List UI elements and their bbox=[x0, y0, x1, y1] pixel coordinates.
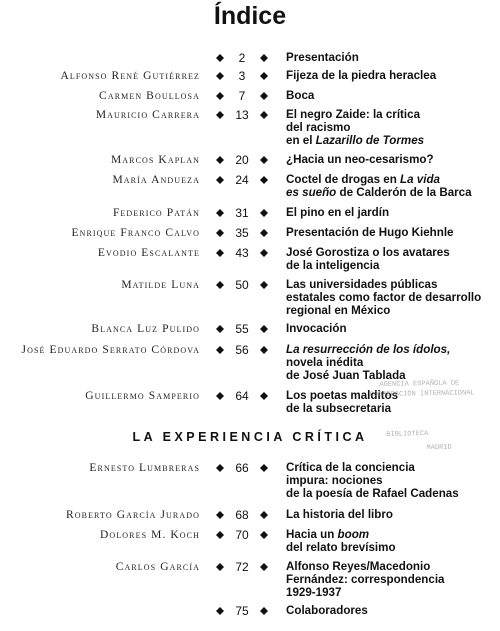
title-segment: en el bbox=[286, 134, 316, 147]
entry-page-number: 2 bbox=[238, 51, 246, 65]
entry-title-line bbox=[286, 291, 498, 304]
entry-title-line bbox=[286, 226, 498, 239]
entry-title-line bbox=[286, 51, 498, 64]
title-segment: es sueño bbox=[286, 186, 337, 199]
entry-title-line bbox=[286, 343, 498, 356]
title-segment: Alfonso Reyes/Macedonio bbox=[286, 560, 431, 573]
entry-title bbox=[286, 278, 498, 317]
stamp-line: MADRID bbox=[426, 443, 452, 453]
entry-page-number: 24 bbox=[235, 173, 249, 187]
title-segment: Crítica de la conciencia bbox=[286, 461, 415, 474]
stamp-line: BIBLIOTECA bbox=[386, 430, 429, 439]
entry-title-line bbox=[286, 89, 498, 102]
title-segment: Fijeza de la piedra heraclea bbox=[286, 69, 437, 82]
entry-title-line bbox=[286, 369, 498, 382]
entry-author: María Andueza bbox=[112, 174, 200, 186]
title-segment: de la inteligencia bbox=[286, 259, 380, 272]
entry-page-number: 13 bbox=[235, 108, 249, 122]
title-segment: El pino en el jardín bbox=[286, 206, 390, 219]
title-segment: del relato brevísimo bbox=[286, 541, 396, 554]
title-segment: La resurrección de los ídolos, bbox=[286, 343, 451, 356]
entry-title bbox=[286, 206, 498, 219]
entry-page-number: 35 bbox=[235, 226, 249, 240]
entry-author: Federico Patán bbox=[112, 207, 200, 219]
title-segment: impura: nociones bbox=[286, 474, 383, 487]
entry-author: Mauricio Carrera bbox=[95, 109, 200, 121]
entry-author: Ernesto Lumbreras bbox=[89, 462, 200, 474]
entry-title bbox=[286, 173, 498, 199]
stamp-line: COOPERACIÓN INTERNACIONAL bbox=[369, 389, 475, 400]
entry-title-line bbox=[286, 108, 498, 121]
entry-author: Roberto García Jurado bbox=[65, 509, 200, 521]
diamond-icon bbox=[216, 54, 224, 62]
diamond-icon bbox=[216, 249, 224, 257]
diamond-icon bbox=[260, 531, 268, 539]
entry-title bbox=[286, 108, 498, 147]
diamond-icon bbox=[216, 229, 224, 237]
entry-title-line bbox=[286, 304, 498, 317]
entry-page-number: 55 bbox=[235, 322, 249, 336]
entry-title-line bbox=[286, 278, 498, 291]
entry-title bbox=[286, 51, 498, 64]
entry-title-line bbox=[286, 402, 498, 415]
entry-author: Alfonso René Gutiérrez bbox=[60, 70, 200, 82]
title-segment: Colaboradores bbox=[286, 604, 368, 617]
title-segment: del racismo bbox=[286, 121, 351, 134]
entry-title-line bbox=[286, 541, 498, 554]
entry-page-number: 43 bbox=[235, 246, 249, 260]
entry-page-number: 70 bbox=[235, 528, 249, 542]
title-segment: de José Juan Tablada bbox=[286, 369, 406, 382]
title-segment: 1929-1937 bbox=[286, 586, 342, 599]
diamond-icon bbox=[216, 392, 224, 400]
title-segment: ¿Hacia un neo-cesarismo? bbox=[286, 153, 434, 166]
section-heading: LA EXPERIENCIA CRÍTICA bbox=[132, 430, 368, 444]
entry-title-line bbox=[286, 487, 498, 500]
diamond-icon bbox=[216, 563, 224, 571]
diamond-icon bbox=[216, 176, 224, 184]
diamond-icon bbox=[260, 156, 268, 164]
entry-title-line bbox=[286, 173, 498, 186]
title-segment: Invocación bbox=[286, 322, 347, 335]
title-segment: Hacia un bbox=[286, 528, 338, 541]
entry-title bbox=[286, 89, 498, 102]
diamond-icon bbox=[216, 72, 224, 80]
diamond-icon bbox=[260, 111, 268, 119]
entry-author: Dolores M. Koch bbox=[100, 529, 200, 541]
diamond-icon bbox=[260, 563, 268, 571]
entry-title-line bbox=[286, 508, 498, 521]
entry-page-number: 68 bbox=[235, 508, 249, 522]
entry-page-number: 72 bbox=[235, 560, 249, 574]
entry-author: Marcos Kaplan bbox=[110, 154, 200, 166]
diamond-icon bbox=[260, 54, 268, 62]
title-segment: La historia del libro bbox=[286, 508, 393, 521]
diamond-icon bbox=[216, 325, 224, 333]
entry-author: José Eduardo Serrato Córdova bbox=[21, 344, 200, 356]
entry-title-line bbox=[286, 246, 498, 259]
entry-title bbox=[286, 246, 498, 272]
title-segment: de Calderón de la Barca bbox=[336, 186, 472, 199]
entry-title bbox=[286, 226, 498, 239]
title-segment: Lazarillo de Tormes bbox=[315, 134, 425, 147]
entry-title bbox=[286, 322, 498, 335]
entry-title-line bbox=[286, 356, 498, 369]
title-segment: Las universidades públicas bbox=[286, 278, 438, 291]
entry-title bbox=[286, 343, 498, 382]
entry-title-line bbox=[286, 134, 498, 147]
entry-title-line bbox=[286, 153, 498, 166]
entry-title bbox=[286, 461, 498, 500]
entry-title bbox=[286, 508, 498, 521]
entry-page-number: 7 bbox=[238, 89, 246, 103]
entry-title-line bbox=[286, 604, 498, 617]
entry-page-number: 20 bbox=[235, 153, 249, 167]
title-segment: Coctel de drogas en bbox=[286, 173, 401, 186]
diamond-icon bbox=[216, 531, 224, 539]
entry-title bbox=[286, 560, 498, 599]
entry-page-number: 66 bbox=[235, 461, 249, 475]
title-segment: estatales como factor de desarrollo bbox=[286, 291, 482, 304]
entry-title bbox=[286, 153, 498, 166]
diamond-icon bbox=[216, 281, 224, 289]
entry-author: Matilde Luna bbox=[121, 279, 200, 291]
diamond-icon bbox=[216, 156, 224, 164]
entry-author: Guillermo Samperio bbox=[85, 390, 200, 402]
title-segment: Fernández: correspondencia bbox=[286, 573, 445, 586]
entry-title-line bbox=[286, 389, 498, 402]
entry-title-line bbox=[286, 474, 498, 487]
entry-title-line bbox=[286, 322, 498, 335]
diamond-icon bbox=[216, 111, 224, 119]
title-segment: El negro Zaide: la crítica bbox=[286, 108, 421, 121]
title-segment: regional en México bbox=[286, 304, 391, 317]
title-segment: Boca bbox=[286, 89, 315, 102]
title-segment: de la poesía de Rafael Cadenas bbox=[286, 487, 459, 500]
title-segment: La vida bbox=[400, 173, 440, 186]
entry-title-line bbox=[286, 461, 498, 474]
entry-title-line bbox=[286, 560, 498, 573]
entry-page-number: 3 bbox=[238, 69, 246, 83]
entry-title-line bbox=[286, 69, 498, 82]
diamond-icon bbox=[216, 346, 224, 354]
diamond-icon bbox=[260, 325, 268, 333]
entry-title-line bbox=[286, 206, 498, 219]
entry-page-number: 64 bbox=[235, 389, 249, 403]
entry-page-number: 56 bbox=[235, 343, 249, 357]
diamond-icon bbox=[260, 464, 268, 472]
diamond-icon bbox=[216, 511, 224, 519]
entry-page-number: 31 bbox=[235, 206, 249, 220]
entry-title-line bbox=[286, 586, 498, 599]
title-segment: boom bbox=[337, 528, 370, 541]
entry-page-number: 75 bbox=[235, 604, 249, 618]
diamond-icon bbox=[260, 346, 268, 354]
entry-title bbox=[286, 604, 498, 617]
diamond-icon bbox=[260, 176, 268, 184]
entry-author: Enrique Franco Calvo bbox=[71, 227, 200, 239]
entry-author: Carmen Boullosa bbox=[99, 90, 200, 102]
diamond-icon bbox=[260, 281, 268, 289]
diamond-icon bbox=[216, 464, 224, 472]
diamond-icon bbox=[260, 249, 268, 257]
entry-title-line bbox=[286, 121, 498, 134]
entry-author: Carlos García bbox=[115, 561, 200, 573]
diamond-icon bbox=[216, 92, 224, 100]
diamond-icon bbox=[260, 511, 268, 519]
entry-page-number: 50 bbox=[235, 278, 249, 292]
title-segment: Presentación bbox=[286, 51, 359, 64]
diamond-icon bbox=[216, 209, 224, 217]
diamond-icon bbox=[260, 607, 268, 615]
title-segment: de la subsecretaria bbox=[286, 402, 392, 415]
entry-title-line bbox=[286, 186, 498, 199]
entry-title bbox=[286, 528, 498, 554]
entry-title-line bbox=[286, 259, 498, 272]
entry-title-line bbox=[286, 573, 498, 586]
title-segment: José Gorostiza o los avatares bbox=[286, 246, 450, 259]
diamond-icon bbox=[260, 209, 268, 217]
diamond-icon bbox=[260, 92, 268, 100]
diamond-icon bbox=[260, 229, 268, 237]
entry-title bbox=[286, 389, 498, 415]
title-segment: Presentación de Hugo Kiehnle bbox=[286, 226, 454, 239]
entry-title-line bbox=[286, 528, 498, 541]
entry-author: Blanca Luz Pulido bbox=[91, 323, 200, 335]
title-segment: novela inédita bbox=[286, 356, 364, 369]
page-title: Índice bbox=[213, 2, 287, 30]
diamond-icon bbox=[216, 607, 224, 615]
entry-title bbox=[286, 69, 498, 82]
title-segment: Los poetas malditos bbox=[286, 389, 399, 402]
stamp-line: AGENCIA ESPAÑOLA DE bbox=[379, 379, 460, 389]
diamond-icon bbox=[260, 392, 268, 400]
diamond-icon bbox=[260, 72, 268, 80]
entry-author: Evodio Escalante bbox=[97, 247, 200, 259]
